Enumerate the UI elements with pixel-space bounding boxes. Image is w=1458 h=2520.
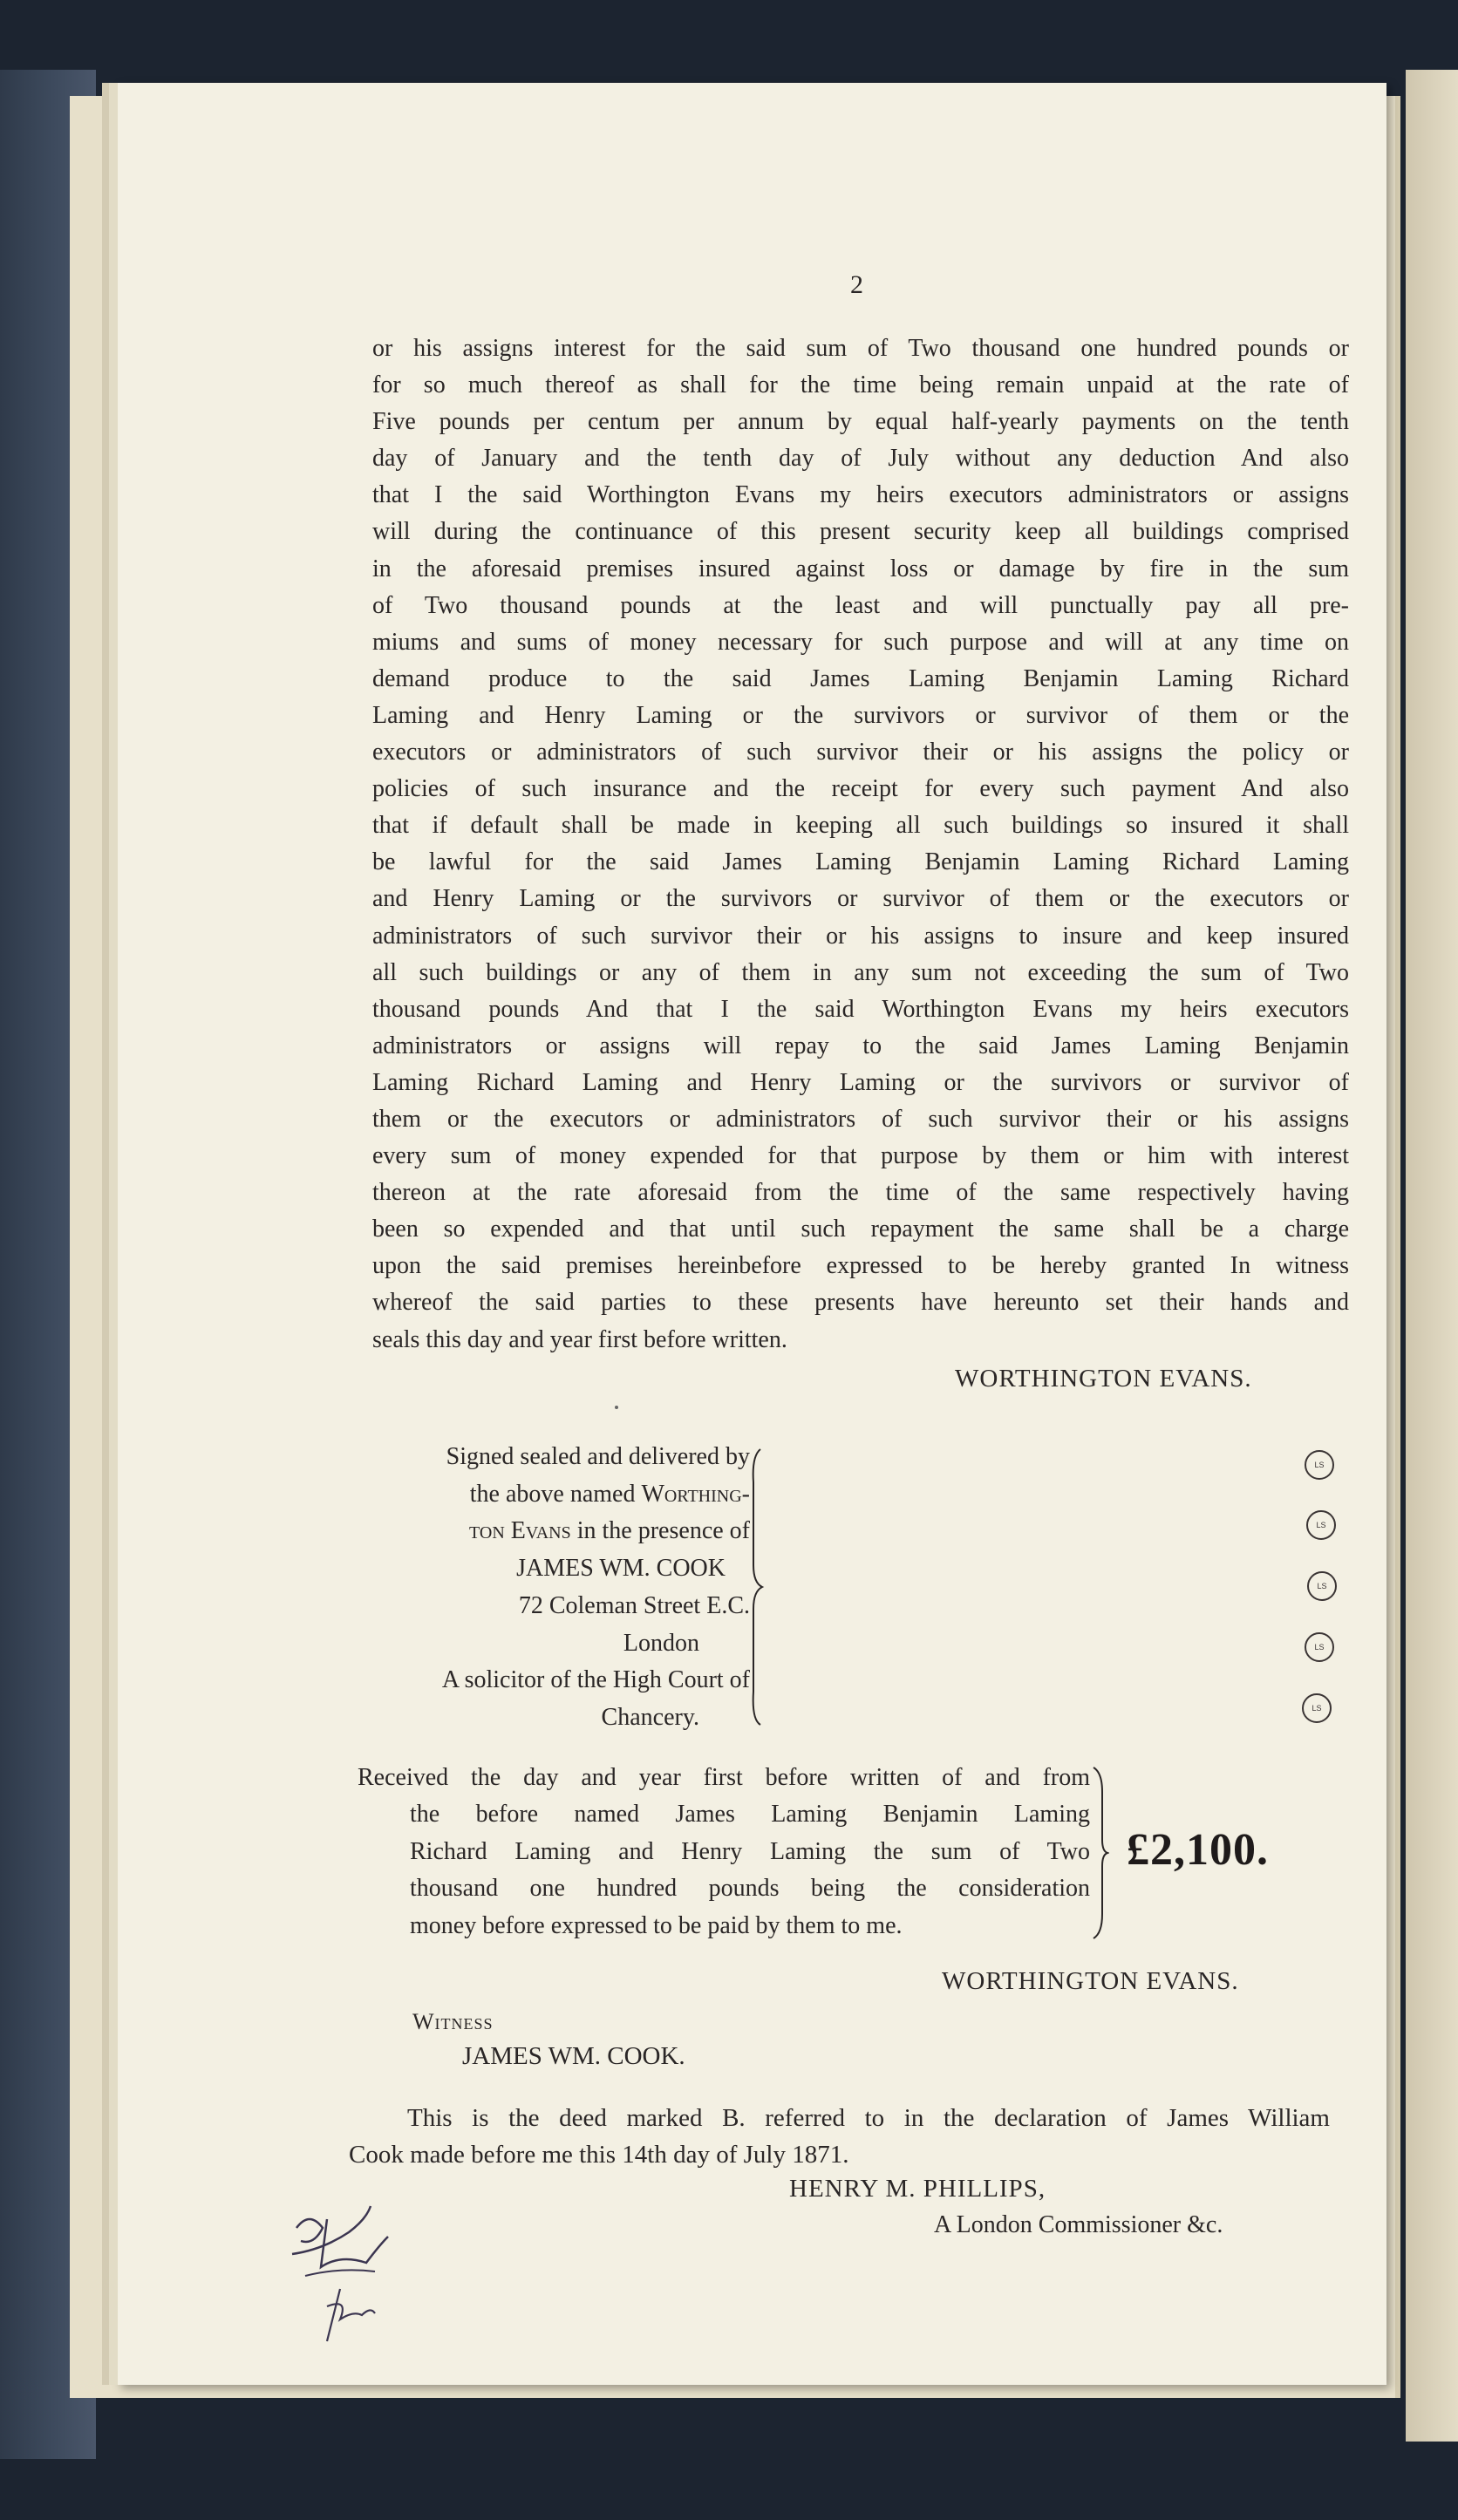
receipt-amount: £2,100. [1127, 1825, 1269, 1875]
handwritten-initials [288, 2202, 419, 2350]
body-line: day of January and the tenth day of July without any deduction And also [372, 445, 1349, 473]
seal-ls-1: LS [1305, 1450, 1334, 1480]
body-line: administrators of such survivor their or his assigns to insure and keep insured [372, 922, 1349, 950]
receipt-line-4: thousand one hundred pounds being the consideration [410, 1875, 1090, 1903]
body-line: miums and sums of money necessary for such purpose and will at any time on [372, 628, 1349, 656]
body-line: policies of such insurance and the receipt for every such payment And also [372, 775, 1349, 803]
body-line: thousand pounds And that I the said Worthington Evans my heirs executors [372, 995, 1349, 1023]
witness-label: Witness [412, 2009, 494, 2034]
body-line: Laming and Henry Laming or the survivors or survivor of them or the [372, 701, 1349, 729]
attestation-line-2: the above named Worthing- [469, 1480, 750, 1508]
body-line: that if default shall be made in keeping all such buildings so insured it shall [372, 812, 1349, 840]
attestation-clause [349, 1439, 750, 1737]
receipt-brace [1090, 1766, 1109, 1940]
body-line: all such buildings or any of them in any sum not exceeding the sum of Two [372, 958, 1349, 986]
receipt-line-5: money before expressed to be paid by them to me. [410, 1911, 903, 1939]
body-line: seals this day and year first before written. [372, 1325, 787, 1353]
body-line: Five pounds per centum per annum by equal half-yearly payments on the tenth [372, 408, 1349, 436]
body-line: upon the said premises hereinbefore expressed to be hereby granted In witness [372, 1252, 1349, 1280]
commissioner-name: HENRY M. PHILLIPS, [789, 2175, 1046, 2203]
witness-role-line-2: Chancery. [601, 1703, 699, 1731]
seal-ls-2: LS [1306, 1510, 1336, 1540]
seal-ls-3: LS [1307, 1571, 1337, 1601]
body-line: will during the continuance of this present security keep all buildings comprised [372, 518, 1349, 546]
body-line: be lawful for the said James Laming Benjamin Laming Richard Laming [372, 848, 1349, 876]
page-number: 2 [850, 270, 863, 299]
signature-worthington-evans-2: WORTHINGTON EVANS. [942, 1967, 1239, 1995]
body-line: been so expended and that until such repayment the same shall be a charge [372, 1216, 1349, 1243]
declaration-line-1: This is the deed marked B. referred to in the declaration of James William [407, 2104, 1330, 2132]
attestation-brace [748, 1447, 766, 1727]
ink-speck [615, 1406, 618, 1409]
facing-page-edge [1406, 70, 1458, 2442]
declaration-note [349, 2100, 1330, 2173]
receipt-line-1: Received the day and year first before written of and from [358, 1764, 1090, 1791]
body-line: of Two thousand pounds at the least and will punctually pay all pre- [372, 591, 1349, 619]
witness-signature: JAMES WM. COOK. [462, 2042, 685, 2070]
body-line: administrators or assigns will repay to the said James Laming Benjamin [372, 1032, 1349, 1059]
attestation-line-3: ton Evans in the presence of [469, 1517, 750, 1545]
body-line: whereof the said parties to these presents have hereunto set their hands and [372, 1289, 1349, 1317]
deed-body-paragraph [372, 330, 1349, 1359]
receipt-clause [358, 1760, 1090, 1944]
attestation-line-1: Signed sealed and delivered by [446, 1443, 750, 1470]
body-line: Laming Richard Laming and Henry Laming or the survivors or survivor of [372, 1068, 1349, 1096]
declaration-line-2: Cook made before me this 14th day of July 1871. [349, 2141, 849, 2169]
receipt-line-2: the before named James Laming Benjamin Laming [410, 1801, 1090, 1829]
body-line: in the aforesaid premises insured against loss or damage by fire in the sum [372, 555, 1349, 582]
body-line: them or the executors or administrators of such survivor their or his assigns [372, 1105, 1349, 1133]
seal-ls-5: LS [1302, 1693, 1332, 1723]
signature-worthington-evans-1: WORTHINGTON EVANS. [955, 1365, 1252, 1393]
body-line: and Henry Laming or the survivors or survivor of them or the executors or [372, 885, 1349, 913]
seal-ls-4: LS [1305, 1632, 1334, 1662]
body-line: executors or administrators of such survivor their or his assigns the policy or [372, 739, 1349, 766]
body-line: that I the said Worthington Evans my heirs executors administrators or assigns [372, 481, 1349, 509]
commissioner-title: A London Commissioner &c. [934, 2211, 1223, 2238]
attesting-witness-name: JAMES WM. COOK [516, 1555, 726, 1583]
witness-address-city: London [623, 1629, 699, 1657]
body-line: for so much thereof as shall for the time being remain unpaid at the rate of [372, 371, 1349, 399]
body-line: thereon at the rate aforesaid from the time of the same respectively having [372, 1179, 1349, 1207]
body-line: demand produce to the said James Laming Benjamin Laming Richard [372, 664, 1349, 692]
receipt-line-3: Richard Laming and Henry Laming the sum of Two [410, 1837, 1090, 1865]
body-line: or his assigns interest for the said sum of Two thousand one hundred pounds or [372, 335, 1349, 362]
body-line: every sum of money expended for that purpose by them or him with interest [372, 1142, 1349, 1170]
witness-address-street: 72 Coleman Street E.C. [518, 1591, 750, 1619]
witness-role-line-1: A solicitor of the High Court of [441, 1666, 750, 1694]
